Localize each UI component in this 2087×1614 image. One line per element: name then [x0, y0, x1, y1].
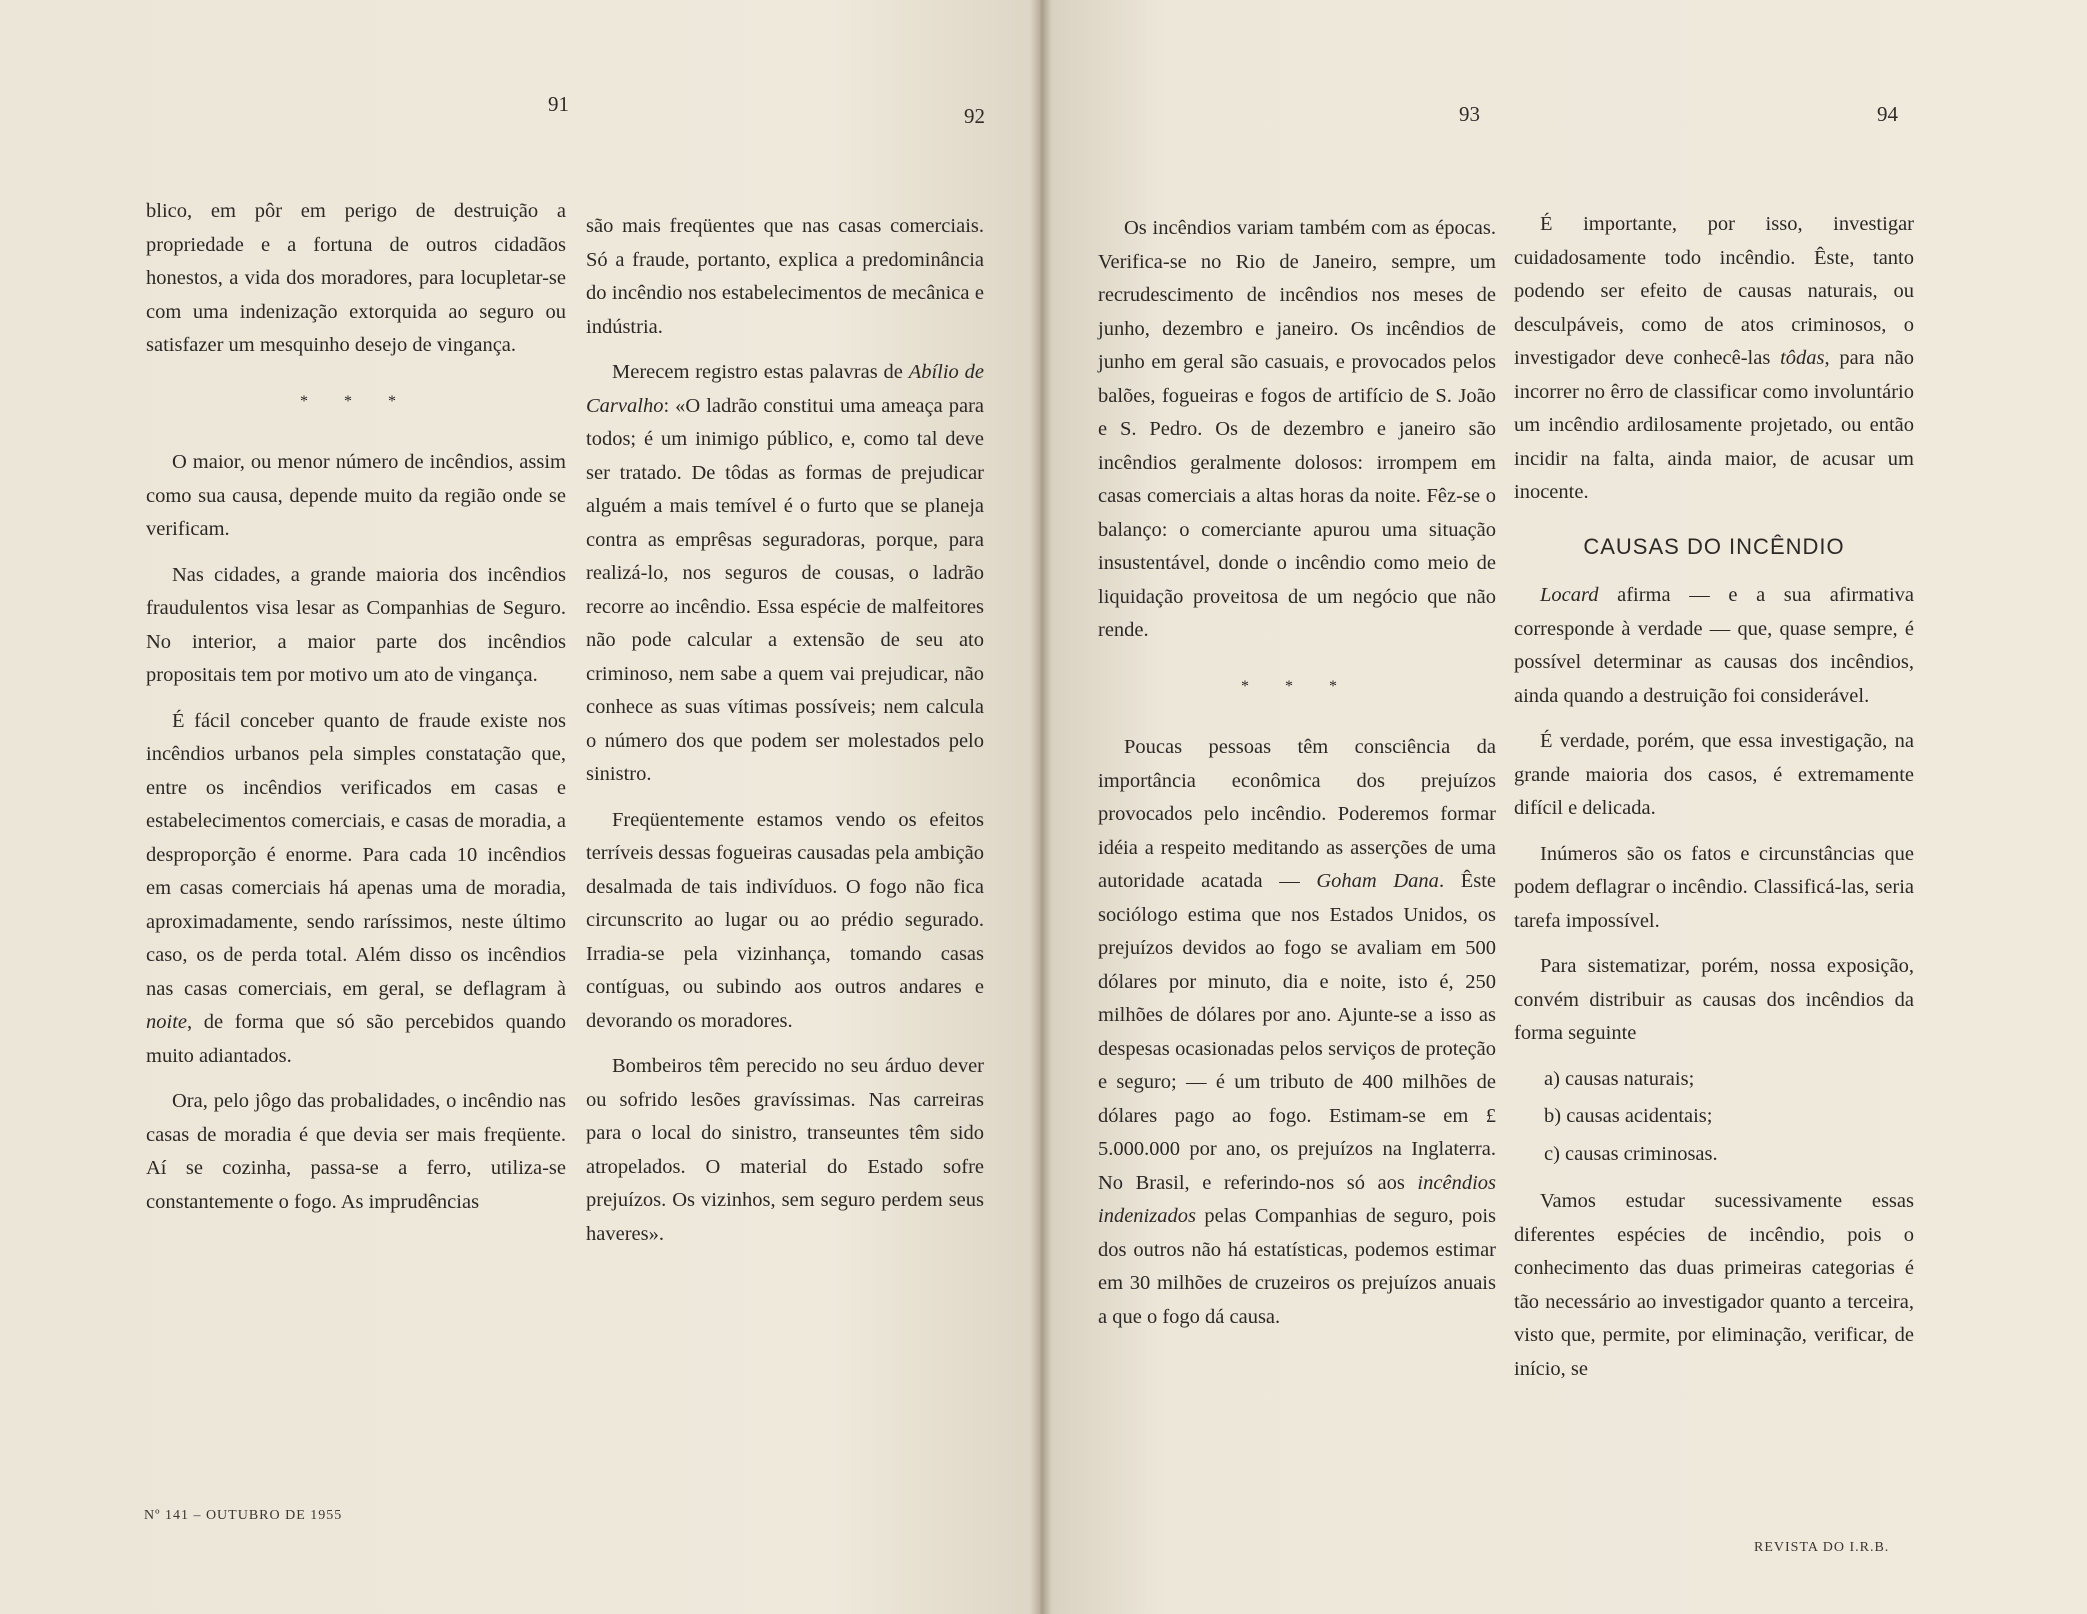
paragraph: Inúmeros são os fatos e circunstâncias que podem deflagrar o incêndio. Classificá-las, seria tarefa impossível.: [1514, 842, 1914, 932]
paragraph: Vamos estudar sucessivamente essas diferentes espécies de incêndio, pois o conhecimento das duas primeiras categorias é tão necessário ao investigador quanto a terceira, visto que, permite, por eliminação, verificar, de início, se: [1514, 1190, 1914, 1380]
paragraph: são mais freqüentes que nas casas comerciais. Só a fraude, portanto, explica a predominância do incêndio nos estabelecimentos de mecânica e indústria.: [586, 215, 984, 338]
paragraph: Bombeiros têm perecido no seu árduo dever ou sofrido lesões gravíssimas. Nas carreiras para o local do sinistro, transeuntes têm sido atropelados. O material do Estado sofre prejuízos. Os vizinhos, sem seguro perdem seus haveres».: [586, 1055, 984, 1245]
section-separator: * * *: [1241, 677, 1353, 695]
paragraph: Os incêndios variam também com as épocas. Verifica-se no Rio de Janeiro, sempre, um recrudescimento de incêndios nos meses de junho, dezembro e janeiro. Os incêndios de junho em geral são casuais, e provocados pelos balões, fogueiras e fogos de artifício de S. João e S. Pedro. Os de dezembro e janeiro são incêndios geralmente dolosos: irrompem em casas comerciais a altas horas da noite. Fêz-se o balanço: o comerciante apurou uma situação insustentável, donde o incêndio como meio de liquidação proveitosa de um negócio que não rende.: [1098, 217, 1496, 641]
list-item: b) causas acidentais;: [1544, 1105, 1713, 1127]
page-number-92: 92: [964, 104, 985, 128]
paragraph: O maior, ou menor número de incêndios, assim como sua causa, depende muito da região onde se verificam.: [146, 451, 566, 540]
page-number-91: 91: [548, 92, 569, 116]
paragraph: Freqüentemente estamos vendo os efeitos terríveis dessas fogueiras causadas pela ambição desalmada de tais indivíduos. O fogo não fica circunscrito ao lugar ou ao prédio segurado. Irradia-se pela vizinhança, tomando casas contíguas, ou subindo aos outros andares e devorando os moradores.: [586, 808, 984, 1032]
paragraph: blico, em pôr em perigo de destruição a propriedade e a fortuna de outros cidadãos honestos, a vida dos moradores, para locupletar-se com uma indenização extorquida ao seguro ou satisfazer um mesquinho desejo de vingança.: [146, 200, 566, 356]
footer-issue: Nº 141 – OUTUBRO DE 1955: [144, 1508, 343, 1523]
paragraph: Para sistematizar, porém, nossa exposição, convém distribuir as causas dos incêndios da forma seguinte: [1514, 955, 1914, 1044]
footer-journal: REVISTA DO I.R.B.: [1754, 1540, 1890, 1555]
paragraph: É fácil conceber quanto de fraude existe nos incêndios urbanos pela simples constatação que, entre os incêndios verificados em casas e estabelecimentos comerciais, e casas de moradia, a desproporção é enorme. Para cada 10 incêndios em casas comerciais há apenas uma de moradia, aproximadamente, sendo raríssimos, neste último caso, os de perda total. Além disso os incêndios nas casas comerciais, em geral, se deflagram à noite, de forma que só são percebidos quando muito adiantados.: [146, 709, 566, 1067]
page-92-column: [586, 210, 984, 1263]
paragraph: Poucas pessoas têm consciência da importância econômica dos prejuízos provocados pelo incêndio. Poderemos formar idéia a respeito meditando as asserções de uma autoridade acatada — Goham Dana. Êste sociólogo estima que nos Estados Unidos, os prejuízos devidos ao fogo se avaliam em 500 dólares por minuto, dia e noite, isto é, 250 milhões de dólares por ano. Ajunte-se a isso as despesas ocasionadas pelos serviços de proteção e seguro; — é um tributo de 400 milhões de dólares pago ao fogo. Estimam-se em £ 5.000.000 por ano, os prejuízos na Inglaterra. No Brasil, e referindo-nos só aos incêndios indenizados pelas Companhias de seguro, pois dos outros não há estatísticas, podemos estimar em 30 milhões de cruzeiros os prejuízos anuais a que o fogo dá causa.: [1098, 736, 1496, 1328]
paragraph: É importante, por isso, investigar cuidadosamente todo incêndio. Êste, tanto podendo ser efeito de causas naturais, ou desculpáveis, como de atos criminosos, o investigador deve conhecê-las tôdas, para não incorrer no êrro de classificar como involuntário um incêndio ardilosamente projetado, ou então incidir na falta, ainda maior, de acusar um inocente.: [1514, 213, 1915, 503]
page-93-column: [1098, 212, 1496, 1346]
paragraph: Merecem registro estas palavras de Abílio de Carvalho: «O ladrão constitui uma ameaça para todos; é um inimigo público, e, como tal deve ser tratado. De tôdas as formas de prejudicar alguém a mais temível é o furto que se planeja contra as emprêsas seguradoras, porque, para realizá-lo, nos seguros de cousas, o ladrão recorre ao incêndio. Essa espécie de malfeitores não pode calcular a extensão de seu ato criminoso, nem sabe a quem vai prejudicar, não conhece as suas vítimas possíveis; nem calcula o número dos que podem ser molestados pelo sinistro.: [586, 361, 984, 785]
paragraph: Ora, pelo jôgo das probalidades, o incêndio nas casas de moradia é que devia ser mais freqüente. Aí se cozinha, passa-se a ferro, utiliza-se constantemente o fogo. As imprudências: [146, 1090, 566, 1213]
paragraph: Nas cidades, a grande maioria dos incêndios fraudulentos visa lesar as Companhias de Seguro. No interior, a maior parte dos incêndios propositais tem por motivo um ato de vingança.: [146, 563, 566, 686]
paragraph: Locard afirma — e a sua afirmativa corresponde à verdade — que, quase sempre, é possível determinar as causas dos incêndios, ainda quando a destruição foi considerável.: [1514, 584, 1914, 707]
section-separator: * * *: [300, 392, 412, 410]
book-gutter: [1030, 0, 1052, 1614]
list-item: a) causas naturais;: [1544, 1067, 1695, 1090]
section-heading: CAUSAS DO INCÊNDIO: [1583, 533, 1845, 559]
page-94-column: [1514, 208, 1914, 1398]
paragraph: É verdade, porém, que essa investigação, na grande maioria dos casos, é extremamente difícil e delicada.: [1514, 730, 1914, 819]
page-91-column: [146, 195, 566, 1231]
page-number-93: 93: [1459, 102, 1480, 126]
causes-list: [1514, 1063, 1914, 1172]
list-item: c) causas criminosas.: [1544, 1142, 1718, 1165]
page-number-94: 94: [1877, 102, 1898, 126]
